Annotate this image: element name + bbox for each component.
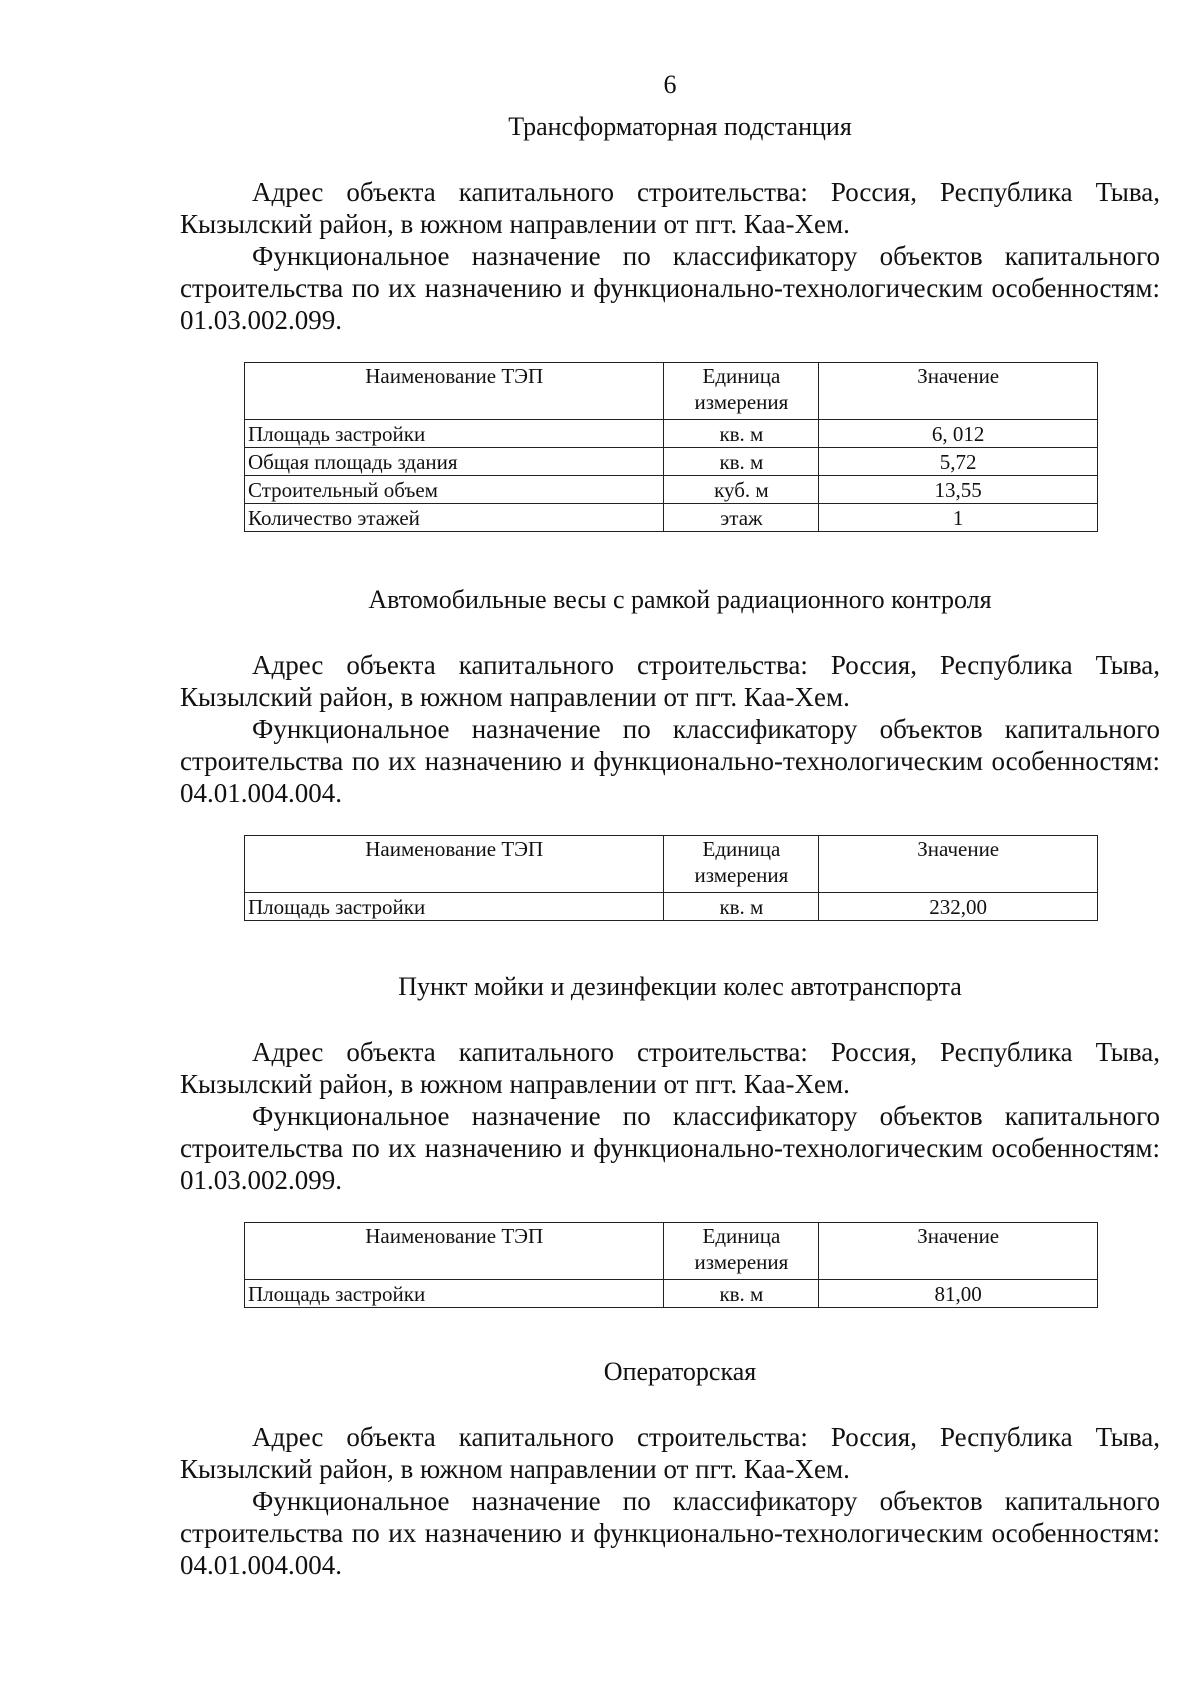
section-title: Пункт мойки и дезинфекции колес автотранспорта	[398, 972, 962, 1001]
row-name: Количество этажей	[245, 504, 664, 532]
tep-table	[244, 1222, 1098, 1308]
section-wheel-wash	[180, 970, 1160, 1308]
section-title: Операторская	[603, 1357, 757, 1386]
row-value: 13,55	[819, 476, 1098, 504]
row-name: Строительный объем	[245, 476, 664, 504]
table-row	[245, 448, 1098, 476]
table-row	[245, 504, 1098, 532]
header-value: Значение	[819, 363, 1098, 420]
table-row	[245, 476, 1098, 504]
header-value: Значение	[819, 836, 1098, 893]
table-header-row	[245, 1223, 1098, 1280]
function-paragraph: Функциональное назначение по классификатору объектов капитального строительства по их назначению и функционально-технологическим особенностям: 01.03.002.099.	[180, 1101, 1160, 1195]
address-paragraph: Адрес объекта капитального строительства: Россия, Республика Тыва, Кызылский район, в южном направлении от пгт. Каа-Хем.	[180, 177, 1160, 239]
function-paragraph: Функциональное назначение по классификатору объектов капитального строительства по их назначению и функционально-технологическим особенностям: 04.01.004.004.	[180, 1486, 1160, 1580]
section-title: Автомобильные весы с рамкой радиационного контроля	[368, 585, 992, 614]
section-truck-scales	[180, 583, 1160, 921]
row-value: 6, 012	[819, 420, 1098, 448]
tep-table	[244, 835, 1098, 921]
row-value: 81,00	[819, 1280, 1098, 1308]
section-operator-room	[180, 1355, 1160, 1581]
header-name: Наименование ТЭП	[245, 836, 664, 893]
function-paragraph: Функциональное назначение по классификатору объектов капитального строительства по их назначению и функционально-технологическим особенностям: 04.01.004.004.	[180, 714, 1160, 808]
function-paragraph: Функциональное назначение по классификатору объектов капитального строительства по их назначению и функционально-технологическим особенностям: 01.03.002.099.	[180, 241, 1160, 335]
row-unit: кв. м	[664, 448, 819, 476]
page-number: 6	[663, 70, 677, 99]
row-value: 232,00	[819, 893, 1098, 921]
row-unit: этаж	[664, 504, 819, 532]
table-row	[245, 420, 1098, 448]
table-row	[245, 1280, 1098, 1308]
section-transformer-substation	[180, 110, 1160, 532]
table-row	[245, 893, 1098, 921]
section-title: Трансформаторная подстанция	[508, 112, 852, 141]
row-unit: кв. м	[664, 420, 819, 448]
address-paragraph: Адрес объекта капитального строительства: Россия, Республика Тыва, Кызылский район, в южном направлении от пгт. Каа-Хем.	[180, 1422, 1160, 1484]
row-value: 1	[819, 504, 1098, 532]
header-name: Наименование ТЭП	[245, 1223, 664, 1280]
row-unit: куб. м	[664, 476, 819, 504]
row-name: Площадь застройки	[245, 420, 664, 448]
row-name: Площадь застройки	[245, 1280, 664, 1308]
header-name: Наименование ТЭП	[245, 363, 664, 420]
row-unit: кв. м	[664, 893, 819, 921]
row-unit: кв. м	[664, 1280, 819, 1308]
address-paragraph: Адрес объекта капитального строительства: Россия, Республика Тыва, Кызылский район, в южном направлении от пгт. Каа-Хем.	[180, 650, 1160, 712]
table-header-row	[245, 363, 1098, 420]
header-unit: Единица измерения	[664, 363, 819, 420]
row-name: Общая площадь здания	[245, 448, 664, 476]
header-unit: Единица измерения	[664, 1223, 819, 1280]
address-paragraph: Адрес объекта капитального строительства: Россия, Республика Тыва, Кызылский район, в южном направлении от пгт. Каа-Хем.	[180, 1037, 1160, 1099]
header-unit: Единица измерения	[664, 836, 819, 893]
table-header-row	[245, 836, 1098, 893]
row-value: 5,72	[819, 448, 1098, 476]
tep-table	[244, 362, 1098, 532]
header-value: Значение	[819, 1223, 1098, 1280]
row-name: Площадь застройки	[245, 893, 664, 921]
